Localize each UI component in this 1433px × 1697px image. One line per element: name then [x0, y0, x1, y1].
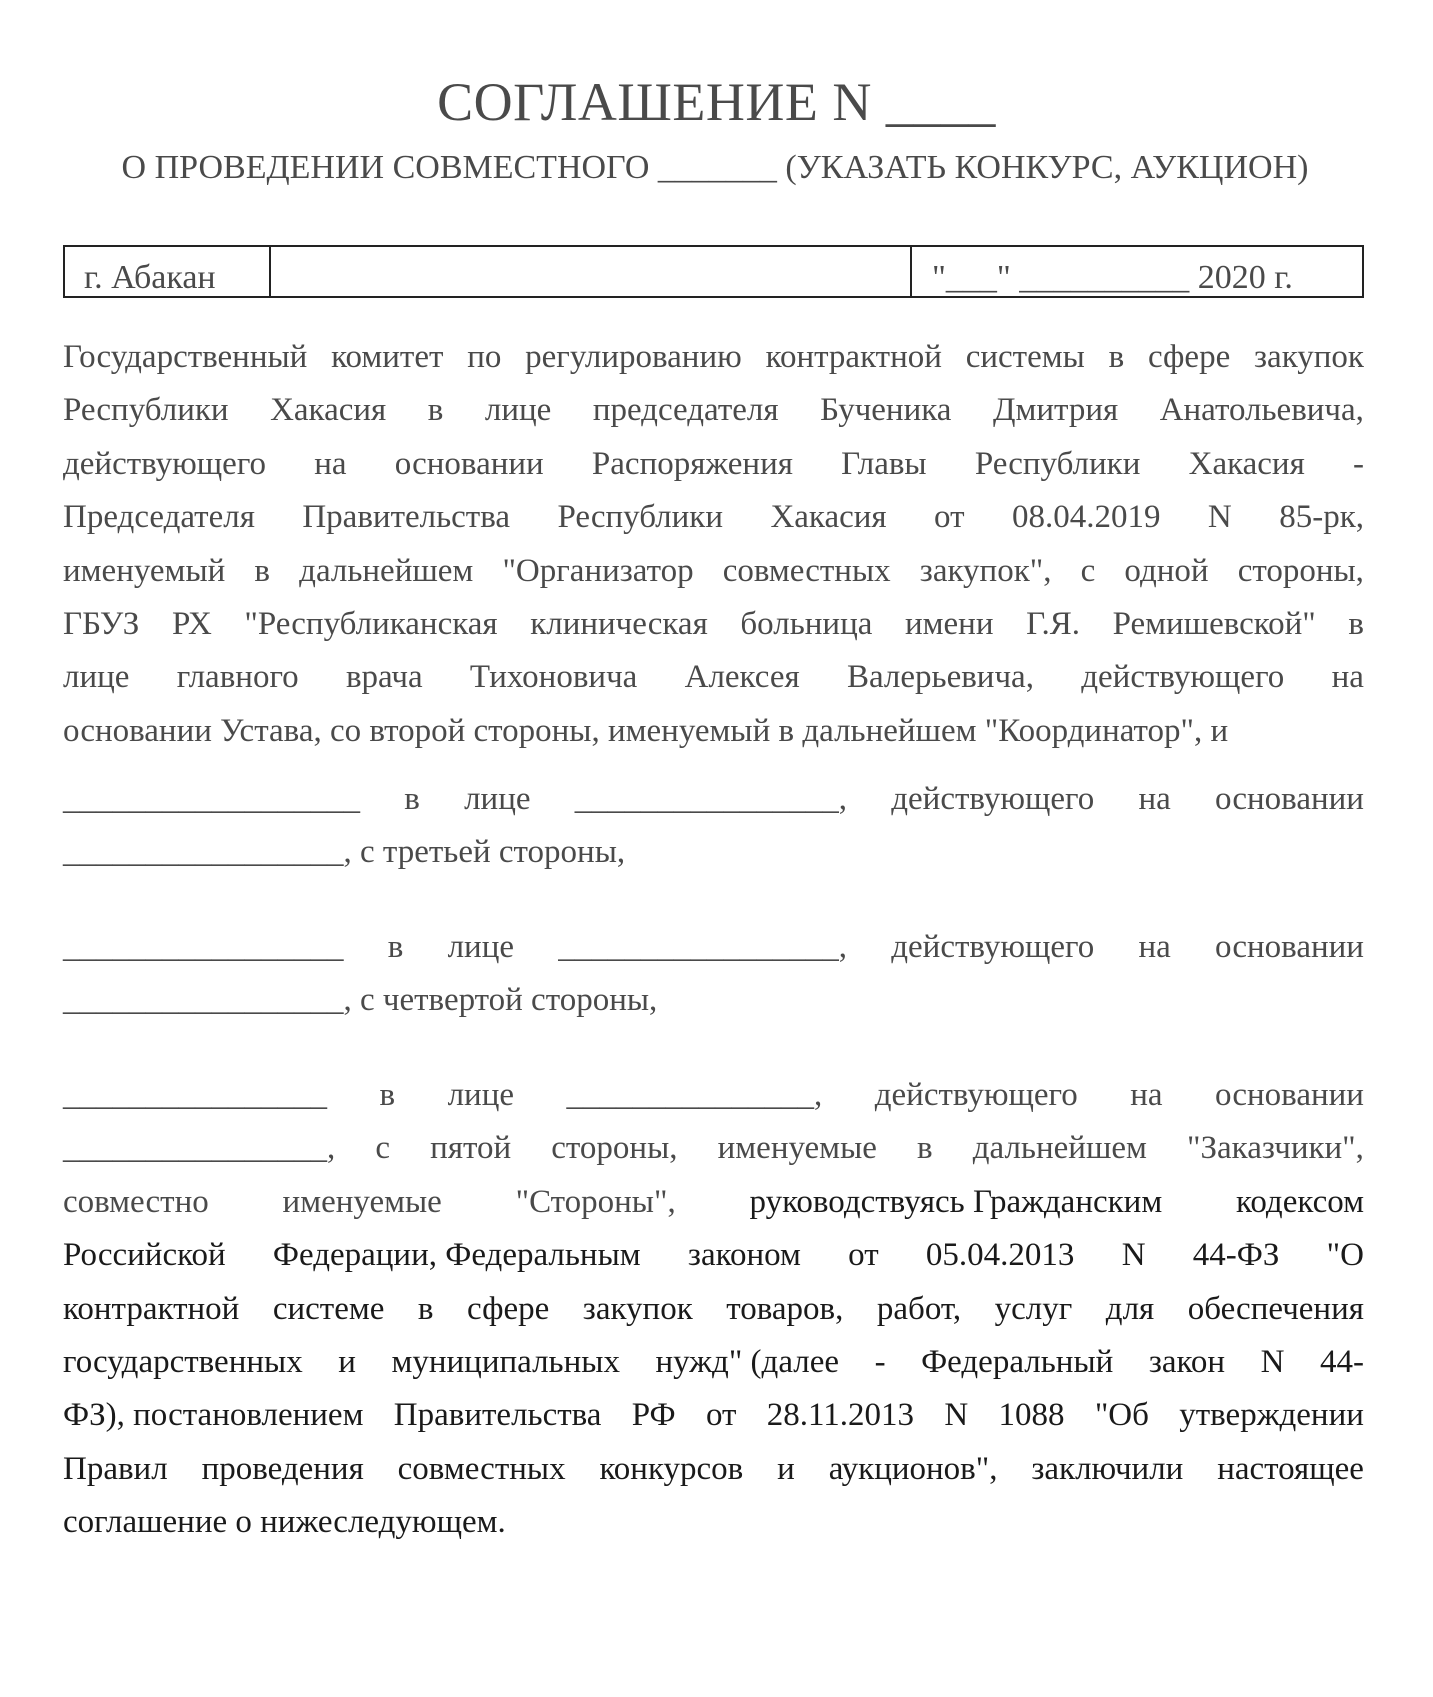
- word: 1088: [998, 1397, 1065, 1434]
- word: кодексом: [1236, 1183, 1364, 1220]
- word: в: [387, 929, 404, 965]
- text-line: [63, 1283, 1364, 1336]
- word: N: [1260, 1343, 1285, 1380]
- word: больница: [740, 605, 873, 642]
- word: "Заказчики",: [1187, 1130, 1364, 1167]
- word: Хакасия: [1188, 445, 1305, 482]
- word: действующего: [1081, 659, 1285, 696]
- word: сфере: [1147, 339, 1231, 375]
- text-line: [63, 1122, 1364, 1175]
- word: __________________: [63, 781, 360, 817]
- word: дальнейшем: [972, 1130, 1147, 1167]
- word: в: [254, 552, 271, 589]
- word: 08.04.2019: [1011, 499, 1161, 536]
- word: -: [1352, 445, 1364, 482]
- word: _________________, с третьей стороны,: [63, 834, 626, 871]
- word: системы: [965, 339, 1085, 375]
- text-line: [63, 331, 1364, 384]
- word: лице: [63, 659, 130, 696]
- word: ГБУЗ: [63, 605, 140, 642]
- word: аукционов",: [828, 1450, 998, 1487]
- text-line: [63, 438, 1364, 491]
- word: Алексея: [684, 659, 800, 696]
- text-line: [63, 1389, 1364, 1442]
- word: конкурсов: [599, 1450, 744, 1487]
- word: "Об: [1094, 1397, 1149, 1434]
- word: Дмитрия: [992, 392, 1119, 429]
- word: именуемый: [63, 552, 226, 589]
- word: проведения: [201, 1450, 364, 1487]
- word: на: [1138, 929, 1171, 965]
- word: закон: [1148, 1343, 1226, 1380]
- word: с: [1080, 552, 1096, 589]
- fifth-party-paragraph: [63, 1069, 1364, 1550]
- word: для: [1105, 1290, 1155, 1327]
- word: Федеральный: [921, 1343, 1114, 1380]
- word: Распоряжения: [591, 445, 793, 482]
- word: закупок: [582, 1290, 693, 1327]
- word: заключили: [1031, 1450, 1184, 1487]
- text-line: [63, 545, 1364, 598]
- word: Председателя: [63, 499, 255, 536]
- word: врача: [345, 659, 423, 696]
- word: Республики: [974, 445, 1141, 482]
- word: именуемые: [717, 1130, 877, 1167]
- word: руководствуясь Гражданским: [749, 1183, 1163, 1220]
- word: на: [1130, 1077, 1163, 1113]
- word: 85-рк,: [1279, 499, 1364, 536]
- word: муниципальных: [391, 1343, 620, 1380]
- word: по: [467, 339, 502, 375]
- word: Анатольевича,: [1159, 392, 1364, 429]
- text-line: [63, 1229, 1364, 1282]
- word: Хакасия: [270, 392, 387, 429]
- text-line: [63, 826, 1364, 879]
- word: на: [314, 445, 347, 482]
- word: _________________,: [558, 929, 847, 965]
- word: в: [379, 1077, 396, 1113]
- text-line: [63, 1443, 1364, 1496]
- text-line: [63, 974, 1364, 1027]
- word: настоящее: [1217, 1450, 1364, 1487]
- word: 28.11.2013: [766, 1397, 915, 1434]
- word: нужд" (далее: [655, 1343, 840, 1380]
- word: действующего: [63, 445, 267, 482]
- text-line: [63, 1176, 1364, 1229]
- date-cell: "___" __________ 2020 г.: [932, 259, 1293, 296]
- word: лице: [484, 392, 552, 429]
- word: в: [1108, 339, 1125, 375]
- word: от: [848, 1237, 879, 1274]
- text-line: [63, 1336, 1364, 1389]
- word: лице: [464, 781, 531, 817]
- word: совместных: [397, 1450, 566, 1487]
- word: N: [1207, 499, 1232, 536]
- word: основании: [1215, 929, 1364, 965]
- word: стороны,: [1237, 552, 1364, 589]
- word: ________________,: [574, 781, 847, 817]
- word: действующего: [891, 781, 1095, 817]
- word: одной: [1124, 552, 1209, 589]
- third-party-paragraph: [63, 773, 1364, 880]
- word: _________________, с четвертой стороны,: [63, 982, 658, 1019]
- text-line: [63, 1069, 1364, 1122]
- word: 44-: [1319, 1343, 1364, 1380]
- text-line: [63, 491, 1364, 544]
- word: от: [705, 1397, 737, 1434]
- word: Правил: [63, 1450, 168, 1487]
- word: на: [1331, 659, 1364, 696]
- word: в: [1348, 605, 1364, 642]
- word: Правительства: [302, 499, 511, 536]
- word: закупок: [1254, 339, 1364, 375]
- word: Республики: [557, 499, 724, 536]
- word: в: [417, 1290, 434, 1327]
- word: регулированию: [525, 339, 742, 375]
- word: соглашение о нижеследующем.: [63, 1504, 506, 1541]
- word: 05.04.2013: [925, 1237, 1075, 1274]
- city-cell: г. Абакан: [65, 247, 271, 296]
- word: утверждении: [1179, 1397, 1364, 1434]
- word: Г.Я.: [1026, 605, 1080, 642]
- text-line: [63, 384, 1364, 437]
- word: N: [1121, 1237, 1146, 1274]
- word: Государственный: [63, 339, 308, 375]
- document-subtitle: О ПРОВЕДЕНИИ СОВМЕСТНОГО _______ (УКАЗАТЬ КОНКУРС, АУКЦИОН): [121, 149, 1309, 186]
- word: услуг: [994, 1290, 1073, 1327]
- word: клиническая: [530, 605, 708, 642]
- word: Правительства: [393, 1397, 602, 1434]
- place-date-table: [63, 245, 1364, 298]
- fourth-party-paragraph: [63, 921, 1364, 1028]
- word: N: [944, 1397, 969, 1434]
- word: основании Устава, со второй стороны, именуемый в дальнейшем "Координатор", и: [63, 712, 1229, 749]
- word: контрактной: [63, 1290, 240, 1327]
- word: РФ: [631, 1397, 676, 1434]
- word: действующего: [891, 929, 1095, 965]
- word: "О: [1326, 1237, 1364, 1274]
- word: с: [375, 1130, 391, 1167]
- word: _______________,: [566, 1077, 823, 1113]
- word: на: [1138, 781, 1171, 817]
- text-line: [63, 598, 1364, 651]
- word: дальнейшем: [299, 552, 474, 589]
- word: законом: [687, 1237, 801, 1274]
- word: и: [338, 1343, 356, 1380]
- word: Главы: [841, 445, 927, 482]
- word: пятой: [430, 1130, 512, 1167]
- word: РХ: [171, 605, 212, 642]
- word: закупок",: [919, 552, 1052, 589]
- word: Российской: [63, 1237, 226, 1274]
- word: 44-ФЗ: [1192, 1237, 1280, 1274]
- word: стороны,: [551, 1130, 678, 1167]
- word: Федерации, Федеральным: [272, 1237, 641, 1274]
- word: "Организатор: [502, 552, 694, 589]
- word: Тихоновича: [469, 659, 638, 696]
- word: обеспечения: [1187, 1290, 1364, 1327]
- word: лице: [447, 929, 514, 965]
- word: _________________: [63, 929, 344, 965]
- word: главного: [176, 659, 299, 696]
- word: комитет: [331, 339, 444, 375]
- word: совместно: [63, 1183, 209, 1220]
- text-line: [63, 705, 1364, 758]
- word: "Республиканская: [244, 605, 498, 642]
- word: Республики: [63, 392, 229, 429]
- word: совместных: [722, 552, 891, 589]
- word: в: [917, 1130, 933, 1167]
- text-line: [63, 651, 1364, 704]
- word: системе: [272, 1290, 385, 1327]
- intro-paragraph: [63, 331, 1364, 758]
- word: Бученика: [820, 392, 952, 429]
- word: "Стороны",: [515, 1183, 676, 1220]
- document-title: СОГЛАШЕНИЕ N ____: [437, 72, 996, 132]
- word: работ,: [876, 1290, 962, 1327]
- word: в: [404, 781, 420, 817]
- word: сфере: [467, 1290, 550, 1327]
- word: председателя: [592, 392, 779, 429]
- word: в: [427, 392, 444, 429]
- word: и: [777, 1450, 795, 1487]
- word: именуемые: [282, 1183, 442, 1220]
- word: основании: [394, 445, 544, 482]
- word: -: [874, 1343, 886, 1380]
- word: Ремишевской": [1112, 605, 1316, 642]
- word: ФЗ), постановлением: [63, 1397, 364, 1434]
- word: основании: [1215, 781, 1364, 817]
- word: действующего: [874, 1077, 1078, 1113]
- word: товаров,: [726, 1290, 844, 1327]
- word: от: [934, 499, 965, 536]
- word: лице: [447, 1077, 514, 1113]
- word: ________________: [63, 1077, 327, 1113]
- word: государственных: [63, 1343, 303, 1380]
- text-line: [63, 1496, 1364, 1549]
- word: контрактной: [765, 339, 942, 375]
- empty-cell: [271, 247, 912, 296]
- word: ________________,: [63, 1130, 336, 1167]
- word: основании: [1215, 1077, 1364, 1113]
- word: имени: [904, 605, 994, 642]
- text-line: [63, 773, 1364, 826]
- word: Валерьевича,: [846, 659, 1034, 696]
- word: Хакасия: [770, 499, 887, 536]
- text-line: [63, 921, 1364, 974]
